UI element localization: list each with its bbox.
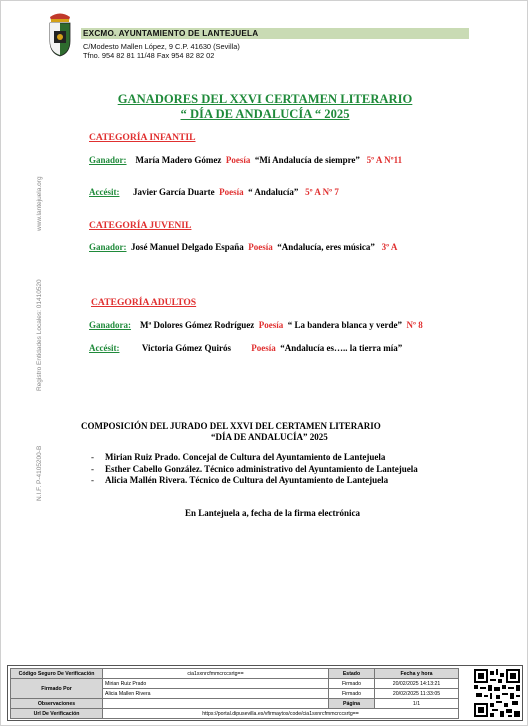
page-label: Página	[329, 699, 375, 709]
entry-genre: Poesía	[219, 187, 244, 197]
signer-name: Alicia Mallen Rivera	[103, 689, 329, 699]
list-dash: -	[91, 452, 94, 462]
jury-title: COMPOSICIÓN DEL JURADO DEL XXVI DEL CERTAMEN LITERARIO	[81, 421, 381, 431]
side-website: www.lantejuela.org	[36, 176, 43, 231]
entry-person: José Manuel Delgado España	[131, 242, 244, 252]
entry-label: Accésit:	[89, 187, 120, 197]
organization-address: C/Modesto Mallen López, 9 C.P. 41630 (Sevilla)	[83, 42, 240, 51]
jury-member	[91, 452, 386, 463]
verification-url[interactable]: https://portal.dipusevilla.es/vfirmaytos/code/cia1sxnrcfmmcrccsrtg==	[103, 709, 459, 719]
signer-name: Mirian Ruiz Prado	[103, 679, 329, 689]
entry-course: Nº 8	[406, 320, 423, 330]
entry-label: Ganadora:	[89, 320, 132, 330]
jury-subtitle: “DÍA DE ANDALUCÍA” 2025	[211, 432, 328, 442]
code-label: Código Seguro De Verificación	[11, 669, 103, 679]
organization-name: EXCMO. AYUNTAMIENTO DE LANTEJUELA	[83, 29, 259, 38]
verification-table	[10, 668, 459, 719]
entry-infantil-winner	[89, 154, 402, 166]
signer-status: Firmado	[329, 679, 375, 689]
jury-member-text: Esther Cabello González. Técnico administrativo del Ayuntamiento de Lantejuela	[105, 464, 418, 474]
category-adultos: CATEGORÍA ADULTOS	[91, 297, 197, 308]
category-juvenil: CATEGORÍA JUVENIL	[89, 220, 192, 231]
entry-genre: Poesía	[248, 242, 273, 252]
entry-label: Accésit:	[89, 343, 120, 353]
entry-person: María Madero Gómez	[135, 155, 222, 165]
status-header: Estado	[329, 669, 375, 679]
jury-member-text: Mirian Ruiz Prado. Concejal de Cultura del Ayuntamiento de Lantejuela	[105, 452, 386, 462]
entry-genre: Poesía	[258, 320, 284, 330]
side-nif: N.I.F. P-4105200-B	[36, 445, 43, 501]
category-infantil: CATEGORÍA INFANTIL	[89, 132, 196, 143]
signed-label: Firmado Por	[11, 679, 103, 699]
entry-course: 3º A	[381, 242, 398, 252]
side-registry: Registro Entidades Locales: 01410520	[36, 279, 43, 391]
signer-date: 20/02/2025 11:33:05	[375, 689, 459, 699]
entry-label: Ganador:	[89, 242, 127, 252]
url-label: Url De Verificación	[11, 709, 103, 719]
qr-code-icon	[474, 669, 520, 717]
page-value: 1/1	[375, 699, 459, 709]
observations-value	[103, 699, 329, 709]
code-value[interactable]: cia1sxnrcfmmcrccsrtg==	[103, 669, 329, 679]
list-dash: -	[91, 464, 94, 474]
entry-adultos-accesit	[89, 342, 402, 354]
observations-label: Observaciones	[11, 699, 103, 709]
entry-work: “Mi Andalucía de siempre”	[254, 155, 360, 165]
signer-status: Firmado	[329, 689, 375, 699]
jury-member	[91, 475, 389, 486]
signer-date: 20/02/2025 14:13:21	[375, 679, 459, 689]
organization-phone: Tfno. 954 82 81 11/48 Fax 954 82 82 02	[83, 51, 215, 60]
document-title-line1: GANADORES DEL XXVI CERTAMEN LITERARIO	[117, 92, 413, 106]
document-title-line2: “ DÍA DE ANDALUCÍA “ 2025	[180, 107, 350, 121]
jury-member-text: Alicia Mallén Rivera. Técnico de Cultura del Ayuntamiento de Lantejuela	[105, 475, 389, 485]
entry-course: 5º A Nº 7	[305, 187, 339, 197]
entry-person: Javier García Duarte	[132, 187, 215, 197]
jury-member	[91, 464, 418, 475]
coat-of-arms-icon	[47, 11, 73, 57]
entry-work: “ Andalucía”	[248, 187, 299, 197]
entry-work: “ La bandera blanca y verde”	[287, 320, 403, 330]
entry-adultos-winner	[89, 319, 423, 331]
entry-work: “Andalucía es….. la tierra mía”	[280, 343, 403, 353]
entry-genre: Poesía	[225, 155, 251, 165]
entry-person: Victoria Gómez Quirós	[141, 343, 231, 353]
entry-genre: Poesía	[251, 343, 276, 353]
entry-juvenil-winner	[89, 241, 397, 253]
list-dash: -	[91, 475, 94, 485]
entry-work: “Andalucía, eres música”	[277, 242, 375, 252]
entry-infantil-accesit	[89, 186, 339, 198]
entry-course: 5º A Nº11	[366, 155, 403, 165]
closing-line: En Lantejuela a, fecha de la firma electrónica	[185, 508, 360, 518]
verification-footer	[7, 665, 523, 721]
entry-person: Mª Dolores Gómez Rodríguez	[140, 320, 255, 330]
entry-label: Ganador:	[89, 155, 127, 165]
date-header: Fecha y hora	[375, 669, 459, 679]
